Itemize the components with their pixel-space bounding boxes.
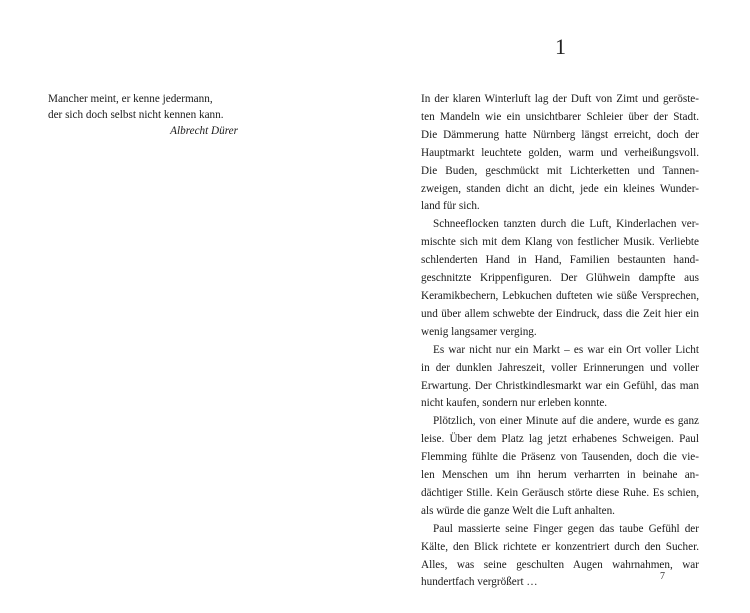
epigraph [48,91,238,139]
paragraph [421,521,699,593]
page-number: 7 [660,571,665,582]
text-line: land für sich. [421,200,480,213]
text-line: hundertfach vergrößert … [421,576,538,589]
text-line: ten Mandeln wie ein unsichtbarer Schleier über der Stadt. [421,110,699,123]
text-line: mischte sich mit dem Klang von festlicher Musik. Verliebte [421,236,699,249]
text-line: Paul massierte seine Finger gegen das taube Gefühl der [433,522,699,535]
epigraph-line: der sich doch selbst nicht kennen kann. [48,109,224,121]
text-line: len Menschen um ihn herum verharrten in beinahe an- [421,469,699,482]
text-line: Hauptmarkt leuchtete golden, warm und verheißungsvoll. [421,146,699,159]
chapter-number: 1 [555,34,566,59]
text-line: Erwartung. Der Christkindlesmarkt war ein Gefühl, das man [421,379,699,392]
text-line: in der dunklen Jahreszeit, voller Erinnerungen und voller [421,361,699,374]
text-line: Die Dämmerung hatte Nürnberg längst erreicht, doch der [421,128,699,141]
text-line: schlenderten Hand in Hand, Familien bestaunten hand- [421,254,699,267]
text-line: Plötzlich, von einer Minute auf die andere, wurde es ganz [433,415,699,428]
epigraph-author: Albrecht Dürer [170,125,238,137]
text-line: geschnitzte Krippenfiguren. Der Glühwein dampfte aus [421,272,699,285]
paragraph [421,413,699,520]
text-line: Es war nicht nur ein Markt – es war ein Ort voller Licht [433,343,699,356]
text-line: wenig langsamer verging. [421,325,537,338]
body-text [421,91,699,592]
paragraph [421,342,699,414]
text-line: Alles, was seine geschulten Augen wahrnahmen, war [421,558,699,571]
text-line: und über allem schwebte der Eindruck, dass die Zeit hier ein [421,307,699,320]
text-line: Kälte, den Blick richtete er konzentriert durch den Sucher. [421,540,699,553]
text-line: nicht kaufen, sondern nur erleben konnte. [421,397,608,410]
epigraph-line: Mancher meint, er kenne jedermann, [48,93,213,105]
text-line: Schneeflocken tanzten durch die Luft, Kinderlachen ver- [433,218,699,231]
text-line: Keramikbechern, Lebkuchen dufteten wie süße Versprechen, [421,289,699,302]
text-line: dächtiger Stille. Kein Geräusch störte diese Ruhe. Es schien, [421,486,699,499]
text-line: Flemming fühlte die Präsenz von Tausenden, doch die vie- [421,451,699,464]
text-line: leise. Über dem Platz lag jetzt erhabenes Schweigen. Paul [421,433,699,446]
text-line: als würde die ganze Welt die Luft anhalten. [421,504,615,517]
text-line: zweigen, standen dicht an dicht, jede ein kleines Wunder- [421,182,699,195]
paragraph [421,91,699,216]
paragraph [421,216,699,341]
text-line: In der klaren Winterluft lag der Duft von Zimt und geröste- [421,93,699,105]
text-line: Die Buden, geschmückt mit Lichterketten und Tannen- [421,164,699,177]
